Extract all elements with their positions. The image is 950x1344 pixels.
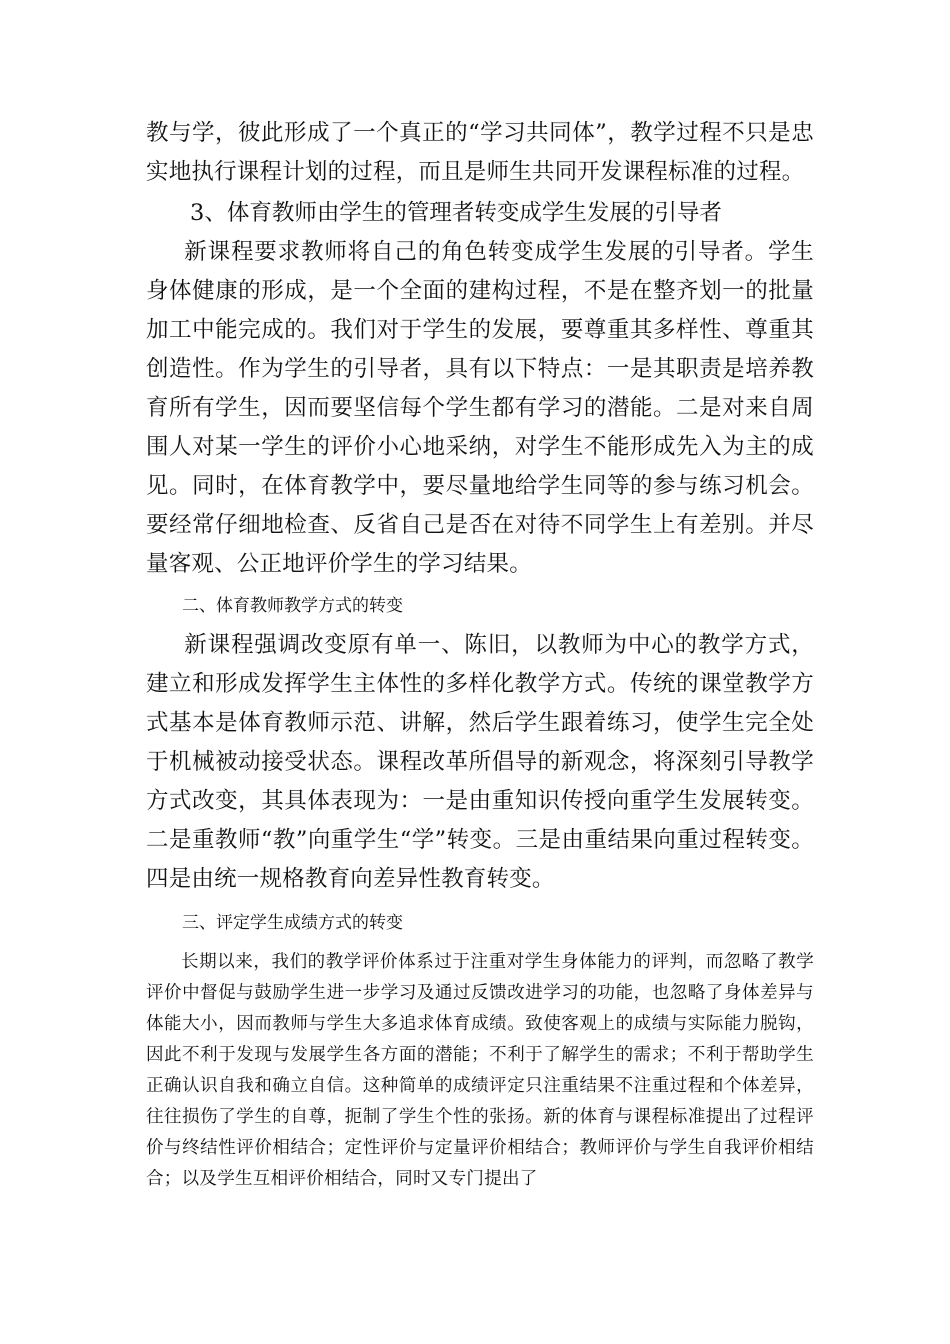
spacer <box>146 935 814 947</box>
spacer <box>146 584 814 594</box>
section-3-heading: 三、评定学生成绩方式的转变 <box>182 913 403 933</box>
section-2-heading: 二、体育教师教学方式的转变 <box>182 596 403 616</box>
subsection-3-paragraph: 新课程要求教师将自己的角色转变成学生发展的引导者。学生身体健康的形成，是一个全面的建构过程，不是在整齐划一的批量加工中能完成的。我们对于学生的发展，要尊重其多样性、尊重其创造性。作为学生的引导者，具有以下特点：一是其职责是培养教育所有学生，因而要坚信每个学生都有学习的潜能。二是对来自周围人对某一学生的评价小心地采纳，对学生不能形成先入为主的成见。同时，在体育教学中，要尽量地给学生同等的参与练习机会。要经常仔细地检查、反省自己是否在对待不同学生上有差别。并尽量客观、公正地评价学生的学习结果。 <box>146 239 814 577</box>
document-body <box>146 114 814 1195</box>
continuation-paragraph: 教与学，彼此形成了一个真正的“学习共同体”，教学过程不只是忠实地执行课程计划的过程，而且是师生共同开发课程标准的过程。 <box>146 120 814 185</box>
spacer <box>146 899 814 911</box>
section-3-paragraph: 长期以来，我们的教学评价体系过于注重对学生身体能力的评判，而忽略了教学评价中督促与鼓励学生进一步学习及通过反馈改进学习的功能，也忽略了身体差异与体能大小，因而教师与学生大多追求体育成绩。致使客观上的成绩与实际能力脱钩，因此不利于发现与发展学生各方面的潜能；不利于了解学生的需求；不利于帮助学生正确认识自我和确立自信。这种简单的成绩评定只注重结果不注重过程和个体差异，往往损伤了学生的自尊，扼制了学生个性的张扬。新的体育与课程标准提出了过程评价与终结性评价相结合；定性评价与定量评价相结合；教师评价与学生自我评价相结合；以及学生互相评价相结合，同时又专门提出了 <box>146 952 814 1189</box>
section-2-paragraph: 新课程强调改变原有单一、陈旧，以教师为中心的教学方式，建立和形成发挥学生主体性的多样化教学方式。传统的课堂教学方式基本是体育教师示范、讲解，然后学生跟着练习，使学生完全处于机械被动接受状态。课程改革所倡导的新观念，将深刻引导教学方式改变，其具体表现为：一是由重知识传授向重学生发展转变。二是重教师“教”向重学生“学”转变。三是由重结果向重过程转变。四是由统一规格教育向差异性教育转变。 <box>146 632 814 892</box>
subsection-3-heading: 3、体育教师由学生的管理者转变成学生发展的引导者 <box>190 200 722 226</box>
spacer <box>146 618 814 626</box>
